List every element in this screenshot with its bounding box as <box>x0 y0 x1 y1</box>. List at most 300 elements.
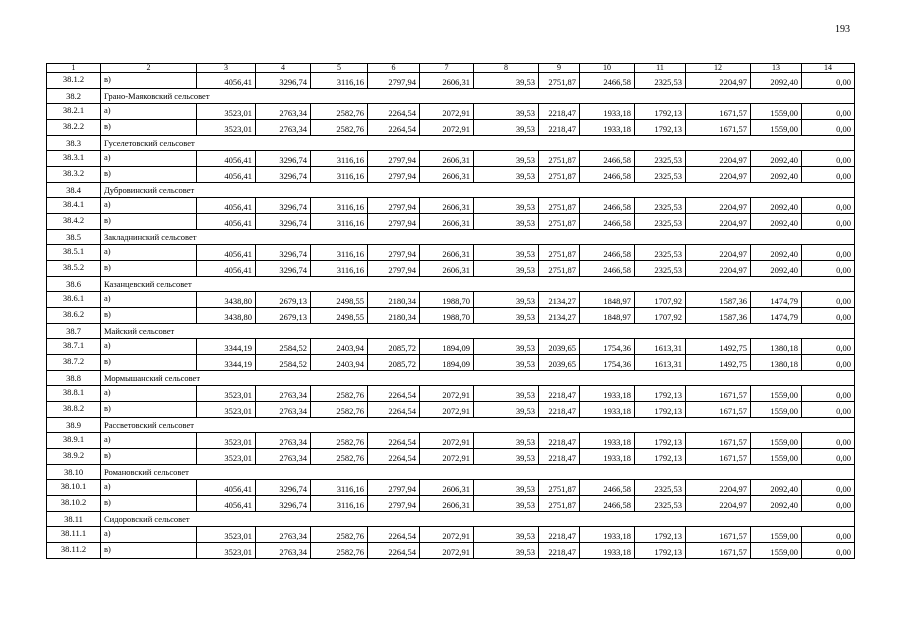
value-cell: 2134,27 <box>539 308 580 324</box>
value-cell: 1492,75 <box>686 339 751 355</box>
value-cell: 2204,97 <box>686 214 751 230</box>
value-cell: 2218,47 <box>539 527 580 543</box>
column-number-header: 6 <box>368 64 420 73</box>
value-cell: 3116,16 <box>311 245 368 261</box>
tariff-table <box>46 63 855 559</box>
value-cell: 2092,40 <box>751 496 802 512</box>
value-cell: 1613,31 <box>635 355 686 371</box>
value-cell: 2218,47 <box>539 402 580 418</box>
row-id-cell: 38.8.1 <box>47 386 101 402</box>
group-title-cell: Мормышанский сельсовет <box>101 371 855 386</box>
row-id-cell: 38.4.1 <box>47 198 101 214</box>
value-cell: 2180,34 <box>368 292 420 308</box>
value-cell: 2264,54 <box>368 402 420 418</box>
value-cell: 1559,00 <box>751 386 802 402</box>
row-id-cell: 38.6.2 <box>47 308 101 324</box>
value-cell: 2466,58 <box>580 496 635 512</box>
value-cell: 3116,16 <box>311 480 368 496</box>
row-subitem-cell: в) <box>101 449 197 465</box>
value-cell: 39,53 <box>474 292 539 308</box>
value-cell: 2134,27 <box>539 292 580 308</box>
value-cell: 3438,80 <box>197 308 256 324</box>
group-title-cell: Казанцевский сельсовет <box>101 277 855 292</box>
value-cell: 2092,40 <box>751 245 802 261</box>
value-cell: 2039,65 <box>539 339 580 355</box>
value-cell: 39,53 <box>474 496 539 512</box>
value-cell: 2466,58 <box>580 261 635 277</box>
value-cell: 2582,76 <box>311 543 368 559</box>
value-cell: 2582,76 <box>311 527 368 543</box>
column-number-header: 1 <box>47 64 101 73</box>
column-number-row <box>47 64 855 73</box>
value-cell: 2264,54 <box>368 120 420 136</box>
value-cell: 1587,36 <box>686 308 751 324</box>
value-cell: 2218,47 <box>539 449 580 465</box>
value-cell: 2582,76 <box>311 386 368 402</box>
group-row <box>47 371 855 386</box>
group-id-cell: 38.10 <box>47 465 101 480</box>
group-row <box>47 277 855 292</box>
row-subitem-cell: а) <box>101 151 197 167</box>
value-cell: 3296,74 <box>256 261 311 277</box>
table-row <box>47 120 855 136</box>
value-cell: 3116,16 <box>311 496 368 512</box>
value-cell: 2218,47 <box>539 120 580 136</box>
column-number-header: 13 <box>751 64 802 73</box>
value-cell: 1792,13 <box>635 104 686 120</box>
value-cell: 2797,94 <box>368 245 420 261</box>
value-cell: 2204,97 <box>686 73 751 89</box>
value-cell: 3296,74 <box>256 167 311 183</box>
row-id-cell: 38.1.2 <box>47 73 101 89</box>
value-cell: 2325,53 <box>635 73 686 89</box>
value-cell: 1671,57 <box>686 543 751 559</box>
value-cell: 2204,97 <box>686 245 751 261</box>
value-cell: 0,00 <box>802 167 855 183</box>
column-number-header: 5 <box>311 64 368 73</box>
value-cell: 2606,31 <box>420 261 474 277</box>
value-cell: 1792,13 <box>635 386 686 402</box>
group-title-cell: Дубровинский сельсовет <box>101 183 855 198</box>
value-cell: 2466,58 <box>580 151 635 167</box>
value-cell: 3116,16 <box>311 261 368 277</box>
value-cell: 39,53 <box>474 543 539 559</box>
table-row <box>47 73 855 89</box>
row-subitem-cell: а) <box>101 198 197 214</box>
value-cell: 39,53 <box>474 104 539 120</box>
value-cell: 2092,40 <box>751 214 802 230</box>
value-cell: 2606,31 <box>420 480 474 496</box>
value-cell: 0,00 <box>802 151 855 167</box>
value-cell: 1559,00 <box>751 543 802 559</box>
value-cell: 2039,65 <box>539 355 580 371</box>
row-subitem-cell: а) <box>101 292 197 308</box>
value-cell: 4056,41 <box>197 167 256 183</box>
value-cell: 2582,76 <box>311 402 368 418</box>
value-cell: 4056,41 <box>197 198 256 214</box>
value-cell: 1792,13 <box>635 433 686 449</box>
value-cell: 39,53 <box>474 167 539 183</box>
table-row <box>47 339 855 355</box>
value-cell: 3116,16 <box>311 151 368 167</box>
value-cell: 2584,52 <box>256 355 311 371</box>
value-cell: 2751,87 <box>539 480 580 496</box>
group-id-cell: 38.5 <box>47 230 101 245</box>
value-cell: 2498,55 <box>311 292 368 308</box>
value-cell: 2606,31 <box>420 167 474 183</box>
value-cell: 3523,01 <box>197 402 256 418</box>
column-number-header: 4 <box>256 64 311 73</box>
value-cell: 3296,74 <box>256 151 311 167</box>
value-cell: 3116,16 <box>311 73 368 89</box>
table-row <box>47 496 855 512</box>
value-cell: 0,00 <box>802 292 855 308</box>
group-id-cell: 38.3 <box>47 136 101 151</box>
value-cell: 3523,01 <box>197 120 256 136</box>
value-cell: 2264,54 <box>368 433 420 449</box>
value-cell: 2204,97 <box>686 167 751 183</box>
value-cell: 2072,91 <box>420 386 474 402</box>
value-cell: 39,53 <box>474 402 539 418</box>
value-cell: 3296,74 <box>256 480 311 496</box>
row-subitem-cell: а) <box>101 104 197 120</box>
value-cell: 2466,58 <box>580 198 635 214</box>
group-row <box>47 183 855 198</box>
value-cell: 2763,34 <box>256 527 311 543</box>
value-cell: 3296,74 <box>256 496 311 512</box>
value-cell: 0,00 <box>802 386 855 402</box>
row-subitem-cell: а) <box>101 527 197 543</box>
value-cell: 1671,57 <box>686 104 751 120</box>
value-cell: 2092,40 <box>751 73 802 89</box>
value-cell: 1848,97 <box>580 308 635 324</box>
value-cell: 1492,75 <box>686 355 751 371</box>
group-row <box>47 512 855 527</box>
group-id-cell: 38.4 <box>47 183 101 198</box>
value-cell: 1792,13 <box>635 527 686 543</box>
row-subitem-cell: в) <box>101 543 197 559</box>
row-id-cell: 38.3.2 <box>47 167 101 183</box>
table-row <box>47 151 855 167</box>
value-cell: 39,53 <box>474 480 539 496</box>
value-cell: 39,53 <box>474 449 539 465</box>
value-cell: 2264,54 <box>368 104 420 120</box>
value-cell: 39,53 <box>474 386 539 402</box>
value-cell: 2072,91 <box>420 527 474 543</box>
value-cell: 2204,97 <box>686 261 751 277</box>
row-subitem-cell: в) <box>101 355 197 371</box>
table-row <box>47 527 855 543</box>
value-cell: 2751,87 <box>539 198 580 214</box>
value-cell: 2072,91 <box>420 104 474 120</box>
value-cell: 39,53 <box>474 245 539 261</box>
value-cell: 2797,94 <box>368 167 420 183</box>
value-cell: 1792,13 <box>635 543 686 559</box>
value-cell: 2498,55 <box>311 308 368 324</box>
group-id-cell: 38.7 <box>47 324 101 339</box>
value-cell: 0,00 <box>802 496 855 512</box>
row-subitem-cell: в) <box>101 261 197 277</box>
value-cell: 0,00 <box>802 339 855 355</box>
value-cell: 1754,36 <box>580 355 635 371</box>
group-title-cell: Романовский сельсовет <box>101 465 855 480</box>
table-row <box>47 308 855 324</box>
value-cell: 3116,16 <box>311 167 368 183</box>
row-id-cell: 38.7.2 <box>47 355 101 371</box>
value-cell: 2204,97 <box>686 480 751 496</box>
row-subitem-cell: а) <box>101 339 197 355</box>
value-cell: 2797,94 <box>368 73 420 89</box>
value-cell: 2751,87 <box>539 151 580 167</box>
row-id-cell: 38.2.2 <box>47 120 101 136</box>
value-cell: 2751,87 <box>539 214 580 230</box>
value-cell: 2264,54 <box>368 543 420 559</box>
value-cell: 3296,74 <box>256 214 311 230</box>
value-cell: 2325,53 <box>635 167 686 183</box>
value-cell: 1559,00 <box>751 433 802 449</box>
row-subitem-cell: в) <box>101 167 197 183</box>
group-row <box>47 89 855 104</box>
table-row <box>47 543 855 559</box>
group-row <box>47 136 855 151</box>
value-cell: 39,53 <box>474 355 539 371</box>
value-cell: 2797,94 <box>368 214 420 230</box>
value-cell: 1988,70 <box>420 308 474 324</box>
value-cell: 3296,74 <box>256 198 311 214</box>
table-row <box>47 480 855 496</box>
value-cell: 2606,31 <box>420 73 474 89</box>
value-cell: 1559,00 <box>751 104 802 120</box>
value-cell: 2218,47 <box>539 104 580 120</box>
value-cell: 2092,40 <box>751 167 802 183</box>
value-cell: 2092,40 <box>751 198 802 214</box>
value-cell: 2751,87 <box>539 245 580 261</box>
value-cell: 1671,57 <box>686 433 751 449</box>
column-number-header: 14 <box>802 64 855 73</box>
value-cell: 2180,34 <box>368 308 420 324</box>
value-cell: 2072,91 <box>420 433 474 449</box>
group-title-cell: Закладнинский сельсовет <box>101 230 855 245</box>
group-id-cell: 38.9 <box>47 418 101 433</box>
value-cell: 39,53 <box>474 261 539 277</box>
value-cell: 39,53 <box>474 120 539 136</box>
value-cell: 2763,34 <box>256 449 311 465</box>
value-cell: 39,53 <box>474 151 539 167</box>
value-cell: 3296,74 <box>256 73 311 89</box>
value-cell: 1933,18 <box>580 527 635 543</box>
value-cell: 0,00 <box>802 120 855 136</box>
value-cell: 2466,58 <box>580 214 635 230</box>
table-row <box>47 402 855 418</box>
value-cell: 2797,94 <box>368 198 420 214</box>
value-cell: 2204,97 <box>686 198 751 214</box>
value-cell: 1933,18 <box>580 433 635 449</box>
value-cell: 39,53 <box>474 527 539 543</box>
value-cell: 1380,18 <box>751 339 802 355</box>
value-cell: 39,53 <box>474 339 539 355</box>
value-cell: 39,53 <box>474 214 539 230</box>
value-cell: 0,00 <box>802 527 855 543</box>
table-row <box>47 449 855 465</box>
value-cell: 1671,57 <box>686 120 751 136</box>
value-cell: 1754,36 <box>580 339 635 355</box>
column-number-header: 3 <box>197 64 256 73</box>
table-row <box>47 433 855 449</box>
value-cell: 1933,18 <box>580 402 635 418</box>
value-cell: 39,53 <box>474 198 539 214</box>
value-cell: 2264,54 <box>368 449 420 465</box>
value-cell: 39,53 <box>474 73 539 89</box>
value-cell: 3523,01 <box>197 449 256 465</box>
value-cell: 1559,00 <box>751 120 802 136</box>
table-row <box>47 167 855 183</box>
value-cell: 2466,58 <box>580 167 635 183</box>
column-number-header: 12 <box>686 64 751 73</box>
value-cell: 2582,76 <box>311 433 368 449</box>
row-subitem-cell: а) <box>101 386 197 402</box>
value-cell: 2204,97 <box>686 496 751 512</box>
value-cell: 2264,54 <box>368 386 420 402</box>
row-subitem-cell: в) <box>101 496 197 512</box>
value-cell: 0,00 <box>802 449 855 465</box>
value-cell: 2403,94 <box>311 355 368 371</box>
row-id-cell: 38.2.1 <box>47 104 101 120</box>
table-row <box>47 261 855 277</box>
table-body <box>47 73 855 559</box>
value-cell: 1671,57 <box>686 449 751 465</box>
value-cell: 0,00 <box>802 245 855 261</box>
value-cell: 0,00 <box>802 104 855 120</box>
value-cell: 4056,41 <box>197 151 256 167</box>
value-cell: 0,00 <box>802 261 855 277</box>
column-number-header: 9 <box>539 64 580 73</box>
group-title-cell: Грано-Маяковский сельсовет <box>101 89 855 104</box>
value-cell: 2679,13 <box>256 292 311 308</box>
value-cell: 2679,13 <box>256 308 311 324</box>
value-cell: 4056,41 <box>197 480 256 496</box>
value-cell: 2606,31 <box>420 151 474 167</box>
row-subitem-cell: в) <box>101 402 197 418</box>
value-cell: 0,00 <box>802 214 855 230</box>
value-cell: 2606,31 <box>420 198 474 214</box>
value-cell: 4056,41 <box>197 245 256 261</box>
value-cell: 1671,57 <box>686 402 751 418</box>
row-id-cell: 38.5.2 <box>47 261 101 277</box>
value-cell: 2325,53 <box>635 214 686 230</box>
row-id-cell: 38.10.2 <box>47 496 101 512</box>
value-cell: 2092,40 <box>751 151 802 167</box>
group-id-cell: 38.6 <box>47 277 101 292</box>
value-cell: 3344,19 <box>197 339 256 355</box>
row-id-cell: 38.6.1 <box>47 292 101 308</box>
value-cell: 2325,53 <box>635 245 686 261</box>
value-cell: 3296,74 <box>256 245 311 261</box>
value-cell: 2797,94 <box>368 261 420 277</box>
table-row <box>47 214 855 230</box>
value-cell: 1848,97 <box>580 292 635 308</box>
value-cell: 3523,01 <box>197 527 256 543</box>
page-number: 193 <box>835 24 850 35</box>
row-id-cell: 38.10.1 <box>47 480 101 496</box>
value-cell: 2751,87 <box>539 496 580 512</box>
value-cell: 0,00 <box>802 402 855 418</box>
value-cell: 0,00 <box>802 433 855 449</box>
value-cell: 39,53 <box>474 308 539 324</box>
row-id-cell: 38.11.2 <box>47 543 101 559</box>
row-subitem-cell: а) <box>101 433 197 449</box>
group-row <box>47 230 855 245</box>
value-cell: 2218,47 <box>539 386 580 402</box>
group-id-cell: 38.8 <box>47 371 101 386</box>
value-cell: 2606,31 <box>420 245 474 261</box>
value-cell: 2797,94 <box>368 151 420 167</box>
row-subitem-cell: а) <box>101 480 197 496</box>
value-cell: 2763,34 <box>256 386 311 402</box>
group-title-cell: Майский сельсовет <box>101 324 855 339</box>
group-title-cell: Рассветовский сельсовет <box>101 418 855 433</box>
value-cell: 1933,18 <box>580 120 635 136</box>
value-cell: 1671,57 <box>686 386 751 402</box>
value-cell: 1559,00 <box>751 449 802 465</box>
value-cell: 2092,40 <box>751 480 802 496</box>
value-cell: 39,53 <box>474 433 539 449</box>
value-cell: 0,00 <box>802 543 855 559</box>
row-subitem-cell: в) <box>101 214 197 230</box>
row-id-cell: 38.11.1 <box>47 527 101 543</box>
value-cell: 2466,58 <box>580 245 635 261</box>
value-cell: 2072,91 <box>420 402 474 418</box>
value-cell: 1933,18 <box>580 386 635 402</box>
value-cell: 1559,00 <box>751 527 802 543</box>
value-cell: 2751,87 <box>539 261 580 277</box>
value-cell: 3344,19 <box>197 355 256 371</box>
value-cell: 2797,94 <box>368 496 420 512</box>
value-cell: 1894,09 <box>420 355 474 371</box>
value-cell: 1587,36 <box>686 292 751 308</box>
value-cell: 2584,52 <box>256 339 311 355</box>
value-cell: 0,00 <box>802 73 855 89</box>
value-cell: 1933,18 <box>580 104 635 120</box>
value-cell: 2763,34 <box>256 104 311 120</box>
value-cell: 2325,53 <box>635 480 686 496</box>
row-id-cell: 38.4.2 <box>47 214 101 230</box>
value-cell: 2403,94 <box>311 339 368 355</box>
column-number-header: 7 <box>420 64 474 73</box>
value-cell: 1613,31 <box>635 339 686 355</box>
value-cell: 3523,01 <box>197 433 256 449</box>
table-row <box>47 104 855 120</box>
value-cell: 2582,76 <box>311 120 368 136</box>
value-cell: 3438,80 <box>197 292 256 308</box>
value-cell: 2072,91 <box>420 543 474 559</box>
table-row <box>47 292 855 308</box>
value-cell: 1559,00 <box>751 402 802 418</box>
value-cell: 2072,91 <box>420 449 474 465</box>
row-id-cell: 38.5.1 <box>47 245 101 261</box>
value-cell: 3523,01 <box>197 386 256 402</box>
value-cell: 2325,53 <box>635 198 686 214</box>
value-cell: 1792,13 <box>635 402 686 418</box>
group-row <box>47 465 855 480</box>
value-cell: 1707,92 <box>635 292 686 308</box>
value-cell: 2763,34 <box>256 433 311 449</box>
column-number-header: 8 <box>474 64 539 73</box>
row-subitem-cell: в) <box>101 73 197 89</box>
group-row <box>47 418 855 433</box>
value-cell: 2092,40 <box>751 261 802 277</box>
value-cell: 1933,18 <box>580 449 635 465</box>
value-cell: 4056,41 <box>197 261 256 277</box>
